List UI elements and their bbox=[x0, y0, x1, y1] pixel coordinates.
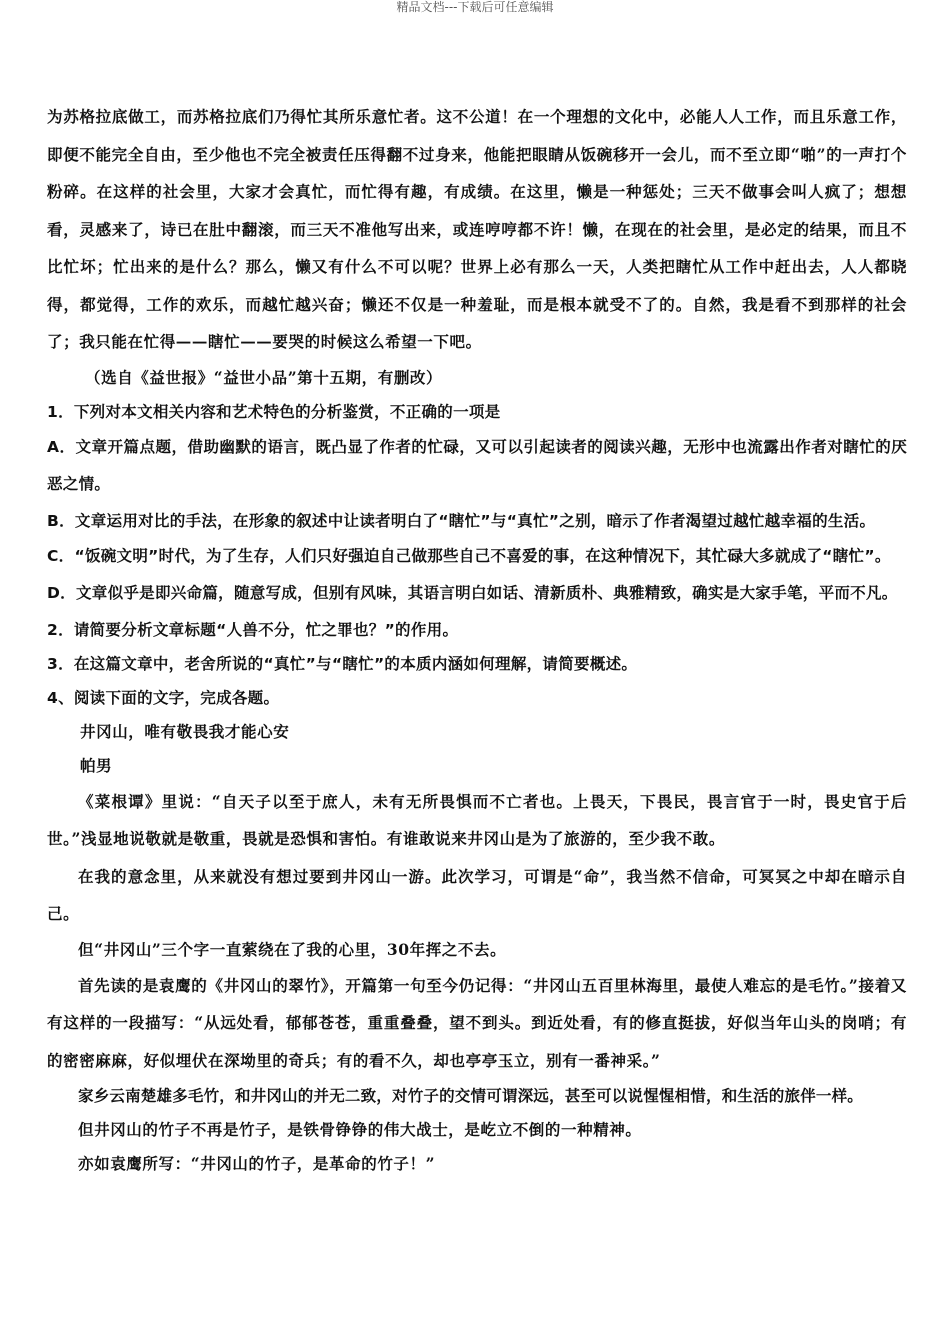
document-body bbox=[47, 98, 907, 1181]
question-1-option-a: A．文章开篇点题，借助幽默的语言，既凸显了作者的忙碌，又可以引起读者的阅读兴趣，无形中也流露出作者对瞎忙的厌恶之情。 bbox=[47, 437, 907, 493]
passage-paragraph: 在我的意念里，从来就没有想过要到井冈山一游。此次学习，可谓是“命”，我当然不信命，可冥冥之中却在暗示自己。 bbox=[47, 866, 907, 923]
page-header: 精品文档---下载后可任意编辑 bbox=[396, 0, 554, 14]
passage-paragraph: 为苏格拉底做工，而苏格拉底们乃得忙其所乐意忙者。这不公道！在一个理想的文化中，必能人人工作，而且乐意工作，即便不能完全自由，至少他也不完全被责任压得翻不过身来，他能把眼睛从饭碗移开一会儿，而不至立即“啪”的一声打个粉碎。在这样的社会里，大家才会真忙，而忙得有趣，有成绩。在这里，懒是一种惩处；三天不做事会叫人疯了；想想看，灵感来了，诗已在肚中翻滚，而三天不准他写出来，或连哼哼都不许！懒，在现在的社会里，是必定的结果，而且不比忙坏；忙出来的是什么？那么，懒又有什么不可以呢？世界上必有那么一天，人类把瞎忙从工作中赶出去，人人都晓得，都觉得，工作的欢乐，而越忙越兴奋；懒还不仅是一种羞耻，而是根本就受不了的。自然，我是看不到那样的社会了；我只能在忙得——瞎忙——要哭的时候这么希望一下吧。 bbox=[47, 107, 907, 351]
question-4: 4、阅读下面的文字，完成各题。 bbox=[47, 688, 280, 707]
passage-paragraph: 《菜根谭》里说：“自天子以至于庶人，未有无所畏惧而不亡者也。上畏天，下畏民，畏言官于一时，畏史官于后世。”浅显地说敬就是敬重，畏就是恐惧和害怕。有谁敢说来井冈山是为了旅游的，至少我不敢。 bbox=[47, 791, 907, 848]
question-1-stem: 1．下列对本文相关内容和艺术特色的分析鉴赏，不正确的一项是 bbox=[47, 402, 501, 421]
passage-title: 井冈山，唯有敬畏我才能心安 bbox=[80, 721, 290, 741]
passage-paragraph: 首先读的是袁鹰的《井冈山的翠竹》，开篇第一句至今仍记得：“井冈山五百里林海里，最使人难忘的是毛竹。”接着又有这样的一段描写：“从远处看，郁郁苍苍，重重叠叠，望不到头。到近处看，有的修直挺拔，好似当年山头的岗哨；有的密密麻麻，好似埋伏在深坳里的奇兵；有的看不久，却也亭亭玉立，别有一番神采。” bbox=[47, 975, 907, 1070]
passage-paragraph: 家乡云南楚雄多毛竹，和井冈山的并无二致，对竹子的交情可谓深远，甚至可以说惺惺相惜，和生活的旅伴一样。 bbox=[78, 1086, 864, 1105]
question-3: 3．在这篇文章中，老舍所说的“真忙”与“瞎忙”的本质内涵如何理解，请简要概述。 bbox=[47, 654, 638, 673]
passage-paragraph: 但“井冈山”三个字一直萦绕在了我的心里，30年挥之不去。 bbox=[78, 939, 507, 959]
passage-author: 帕男 bbox=[80, 755, 113, 775]
question-1-option-b: B．文章运用对比的手法，在形象的叙述中让读者明白了“瞎忙”与“真忙”之别，暗示了作者渴望过越忙越幸福的生活。 bbox=[47, 511, 876, 530]
question-1-option-d: D．文章似乎是即兴命篇，随意写成，但别有风味，其语言明白如话、清新质朴、典雅精致，确实是大家手笔，平而不凡。 bbox=[47, 584, 898, 602]
passage-paragraph: 亦如袁鹰所写：“井冈山的竹子，是革命的竹子！” bbox=[78, 1154, 436, 1173]
question-1-option-c: C．“饭碗文明”时代，为了生存，人们只好强迫自己做那些自己不喜爱的事，在这种情况下，其忙碌大多就成了“瞎忙”。 bbox=[47, 546, 891, 565]
passage-source: （选自《益世报》“益世小品”第十五期，有删改） bbox=[85, 367, 443, 387]
passage-paragraph: 但井冈山的竹子不再是竹子，是铁骨铮铮的伟大战士，是屹立不倒的一种精神。 bbox=[78, 1120, 642, 1139]
question-2: 2．请简要分析文章标题“人兽不分，忙之罪也？”的作用。 bbox=[47, 620, 459, 639]
